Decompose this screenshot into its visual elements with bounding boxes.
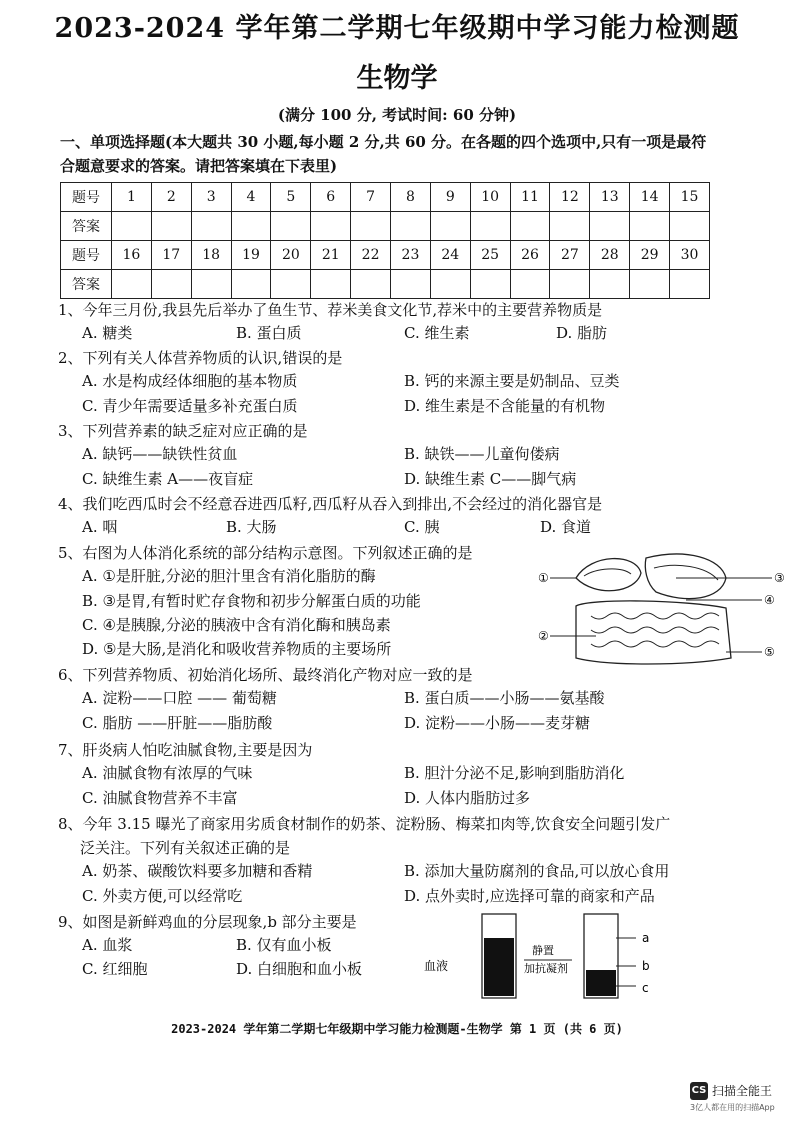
table-row xyxy=(61,183,710,212)
option-a[interactable]: A. 咽 xyxy=(82,518,118,536)
diagram-label: ③ xyxy=(774,571,785,585)
question-stem: 2、下列有关人体营养物质的认识,错误的是 xyxy=(58,349,343,367)
question-stem: 5、右图为人体消化系统的部分结构示意图。下列叙述正确的是 xyxy=(58,544,473,562)
table-cell: 12 xyxy=(550,183,590,212)
option-d[interactable]: D. 白细胞和血小板 xyxy=(236,960,363,978)
option-d[interactable]: D. 点外卖时,应选择可靠的商家和产品 xyxy=(404,887,655,905)
diagram-label: ② xyxy=(538,629,549,643)
page-footer: 2023-2024 学年第二学期七年级期中学习能力检测题-生物学 第 1 页 (共 6 页) xyxy=(171,1022,623,1036)
answer-cell[interactable] xyxy=(590,270,630,299)
table-cell: 23 xyxy=(391,241,431,270)
table-cell: 30 xyxy=(670,241,710,270)
answer-cell[interactable] xyxy=(550,212,590,241)
answer-cell[interactable] xyxy=(430,212,470,241)
watermark-name: 扫描全能王 xyxy=(712,1084,773,1098)
figure-label: 加抗凝剂 xyxy=(524,962,568,975)
diagram-label: ① xyxy=(538,571,549,585)
table-cell: 16 xyxy=(112,241,152,270)
table-cell: 10 xyxy=(470,183,510,212)
question-stem: 9、如图是新鲜鸡血的分层现象,b 部分主要是 xyxy=(58,913,357,931)
table-row xyxy=(61,212,710,241)
option-a[interactable]: A. 血浆 xyxy=(82,936,133,954)
cs-logo-icon: CS xyxy=(690,1082,708,1100)
table-cell: 21 xyxy=(311,241,351,270)
option-a[interactable]: A. ①是肝脏,分泌的胆汁里含有消化脂肪的酶 xyxy=(82,567,376,585)
answer-cell[interactable] xyxy=(470,270,510,299)
table-cell: 17 xyxy=(151,241,191,270)
table-cell: 11 xyxy=(510,183,550,212)
question-4 xyxy=(58,492,748,516)
option-c[interactable]: C. 油腻食物营养不丰富 xyxy=(82,789,238,807)
scanner-watermark xyxy=(690,1080,790,1120)
answer-cell[interactable] xyxy=(550,270,590,299)
option-c[interactable]: C. 脂肪 ——肝脏——脂肪酸 xyxy=(82,714,273,732)
question-stem: 8、今年 3.15 曝光了商家用劣质食材制作的奶茶、淀粉肠、梅菜扣肉等,饮食安全问题引发广 xyxy=(58,815,671,833)
answer-cell[interactable] xyxy=(510,270,550,299)
answer-cell[interactable] xyxy=(151,270,191,299)
table-cell: 2 xyxy=(151,183,191,212)
exam-meta: (满分 100 分, 考试时间: 60 分钟) xyxy=(277,106,517,124)
table-cell: 9 xyxy=(430,183,470,212)
option-b[interactable]: B. 胆汁分泌不足,影响到脂肪消化 xyxy=(404,764,625,782)
option-d[interactable]: D. 淀粉——小肠——麦芽糖 xyxy=(404,714,591,732)
answer-cell[interactable] xyxy=(311,270,351,299)
question-stem-cont: 泛关注。下列有关叙述正确的是 xyxy=(80,839,291,857)
table-cell: 18 xyxy=(191,241,231,270)
question-3 xyxy=(58,419,748,443)
answer-cell[interactable] xyxy=(191,270,231,299)
option-c[interactable]: C. 胰 xyxy=(404,518,440,536)
answer-cell[interactable] xyxy=(351,270,391,299)
answer-cell[interactable] xyxy=(630,270,670,299)
option-b[interactable]: B. 仅有血小板 xyxy=(236,936,332,954)
question-stem: 7、肝炎病人怕吃油腻食物,主要是因为 xyxy=(58,741,313,759)
table-row xyxy=(61,241,710,270)
answer-cell[interactable] xyxy=(590,212,630,241)
question-stem: 3、下列营养素的缺乏症对应正确的是 xyxy=(58,422,308,440)
answer-cell[interactable] xyxy=(112,212,152,241)
digestive-system-diagram xyxy=(536,548,786,676)
table-cell: 7 xyxy=(351,183,391,212)
answer-cell[interactable] xyxy=(271,212,311,241)
option-b[interactable]: B. 蛋白质 xyxy=(236,324,302,342)
question-stem: 6、下列营养物质、初始消化场所、最终消化产物对应一致的是 xyxy=(58,666,473,684)
subject-title: 生物学 xyxy=(356,63,438,94)
answer-cell[interactable] xyxy=(112,270,152,299)
question-stem: 4、我们吃西瓜时会不经意吞进西瓜籽,西瓜籽从吞入到排出,不会经过的消化器官是 xyxy=(58,495,603,513)
table-cell: 20 xyxy=(271,241,311,270)
option-b[interactable]: B. 缺铁——儿童佝偻病 xyxy=(404,445,560,463)
figure-label: 血液 xyxy=(424,959,449,973)
figure-label: c xyxy=(642,981,649,995)
option-d[interactable]: D. 缺维生素 C——脚气病 xyxy=(404,470,577,488)
answer-cell[interactable] xyxy=(470,212,510,241)
option-a[interactable]: A. 糖类 xyxy=(82,324,133,342)
answer-table xyxy=(60,182,710,299)
table-row xyxy=(61,270,710,299)
diagram-label: ⑤ xyxy=(764,645,775,659)
table-cell: 答案 xyxy=(61,270,112,299)
option-d[interactable]: D. 脂肪 xyxy=(556,324,608,342)
table-cell: 25 xyxy=(470,241,510,270)
answer-cell[interactable] xyxy=(271,270,311,299)
answer-cell[interactable] xyxy=(231,212,271,241)
diagram-label: ④ xyxy=(764,593,775,607)
option-c[interactable]: C. ④是胰腺,分泌的胰液中含有消化酶和胰岛素 xyxy=(82,616,391,634)
blood-tube-diagram xyxy=(420,908,670,1008)
answer-cell[interactable] xyxy=(670,270,710,299)
table-cell: 4 xyxy=(231,183,271,212)
answer-cell[interactable] xyxy=(311,212,351,241)
option-d[interactable]: D. 食道 xyxy=(540,518,592,536)
watermark-tagline: 3亿人都在用的扫描App xyxy=(690,1103,775,1112)
question-8 xyxy=(58,812,748,860)
answer-cell[interactable] xyxy=(231,270,271,299)
question-2 xyxy=(58,346,748,370)
table-cell: 28 xyxy=(590,241,630,270)
answer-cell[interactable] xyxy=(670,212,710,241)
table-cell: 22 xyxy=(351,241,391,270)
option-c[interactable]: C. 维生素 xyxy=(404,324,470,342)
option-b[interactable]: B. 蛋白质——小肠——氨基酸 xyxy=(404,689,605,707)
answer-cell[interactable] xyxy=(351,212,391,241)
question-7 xyxy=(58,738,748,762)
option-a[interactable]: A. 奶茶、碳酸饮料要多加糖和香精 xyxy=(82,862,313,880)
section-instructions xyxy=(60,130,730,178)
section-line-2: 合题意要求的答案。请把答案填在下表里) xyxy=(60,157,338,175)
table-cell: 答案 xyxy=(61,212,112,241)
option-b[interactable]: B. ③是胃,有暂时贮存食物和初步分解蛋白质的功能 xyxy=(82,592,421,610)
option-d[interactable]: D. ⑤是大肠,是消化和吸收营养物质的主要场所 xyxy=(82,640,392,658)
table-cell: 13 xyxy=(590,183,630,212)
option-a[interactable]: A. 淀粉——口腔 —— 葡萄糖 xyxy=(82,689,277,707)
option-b[interactable]: B. 大肠 xyxy=(226,518,277,536)
table-cell: 26 xyxy=(510,241,550,270)
table-cell: 3 xyxy=(191,183,231,212)
table-cell: 5 xyxy=(271,183,311,212)
option-c[interactable]: C. 红细胞 xyxy=(82,960,148,978)
table-cell: 1 xyxy=(112,183,152,212)
option-c[interactable]: C. 外卖方便,可以经常吃 xyxy=(82,887,243,905)
table-cell: 题号 xyxy=(61,241,112,270)
table-cell: 14 xyxy=(630,183,670,212)
table-cell: 19 xyxy=(231,241,271,270)
table-cell: 29 xyxy=(630,241,670,270)
answer-cell[interactable] xyxy=(391,270,431,299)
answer-cell[interactable] xyxy=(510,212,550,241)
option-c[interactable]: C. 缺维生素 A——夜盲症 xyxy=(82,470,254,488)
option-d[interactable]: D. 维生素是不含能量的有机物 xyxy=(404,397,606,415)
table-cell: 24 xyxy=(430,241,470,270)
answer-cell[interactable] xyxy=(630,212,670,241)
answer-cell[interactable] xyxy=(430,270,470,299)
question-1 xyxy=(58,298,748,322)
table-cell: 27 xyxy=(550,241,590,270)
table-cell: 6 xyxy=(311,183,351,212)
figure-label: a xyxy=(642,931,650,945)
option-b[interactable]: B. 添加大量防腐剂的食品,可以放心食用 xyxy=(404,862,670,880)
option-d[interactable]: D. 人体内脂肪过多 xyxy=(404,789,531,807)
section-line-1: 一、单项选择题(本大题共 30 小题,每小题 2 分,共 60 分。在各题的四个选项中,只有一项是最符 xyxy=(60,133,707,151)
table-cell: 15 xyxy=(670,183,710,212)
option-a[interactable]: A. 水是构成经体细胞的基本物质 xyxy=(82,372,298,390)
answer-cell[interactable] xyxy=(151,212,191,241)
table-cell: 题号 xyxy=(61,183,112,212)
table-cell: 8 xyxy=(391,183,431,212)
answer-cell[interactable] xyxy=(191,212,231,241)
answer-cell[interactable] xyxy=(391,212,431,241)
option-a[interactable]: A. 缺钙——缺铁性贫血 xyxy=(82,445,238,463)
question-stem: 1、今年三月份,我县先后举办了鱼生节、荐米美食文化节,荐米中的主要营养物质是 xyxy=(58,301,603,319)
exam-title: 2023-2024 学年第二学期七年级期中学习能力检测题 xyxy=(54,13,740,44)
figure-label: b xyxy=(642,959,650,973)
option-c[interactable]: C. 青少年需要适量多补充蛋白质 xyxy=(82,397,298,415)
question-6 xyxy=(58,663,748,687)
figure-label: 静置 xyxy=(532,944,554,957)
option-b[interactable]: B. 钙的来源主要是奶制品、豆类 xyxy=(404,372,620,390)
option-a[interactable]: A. 油腻食物有浓厚的气味 xyxy=(82,764,253,782)
